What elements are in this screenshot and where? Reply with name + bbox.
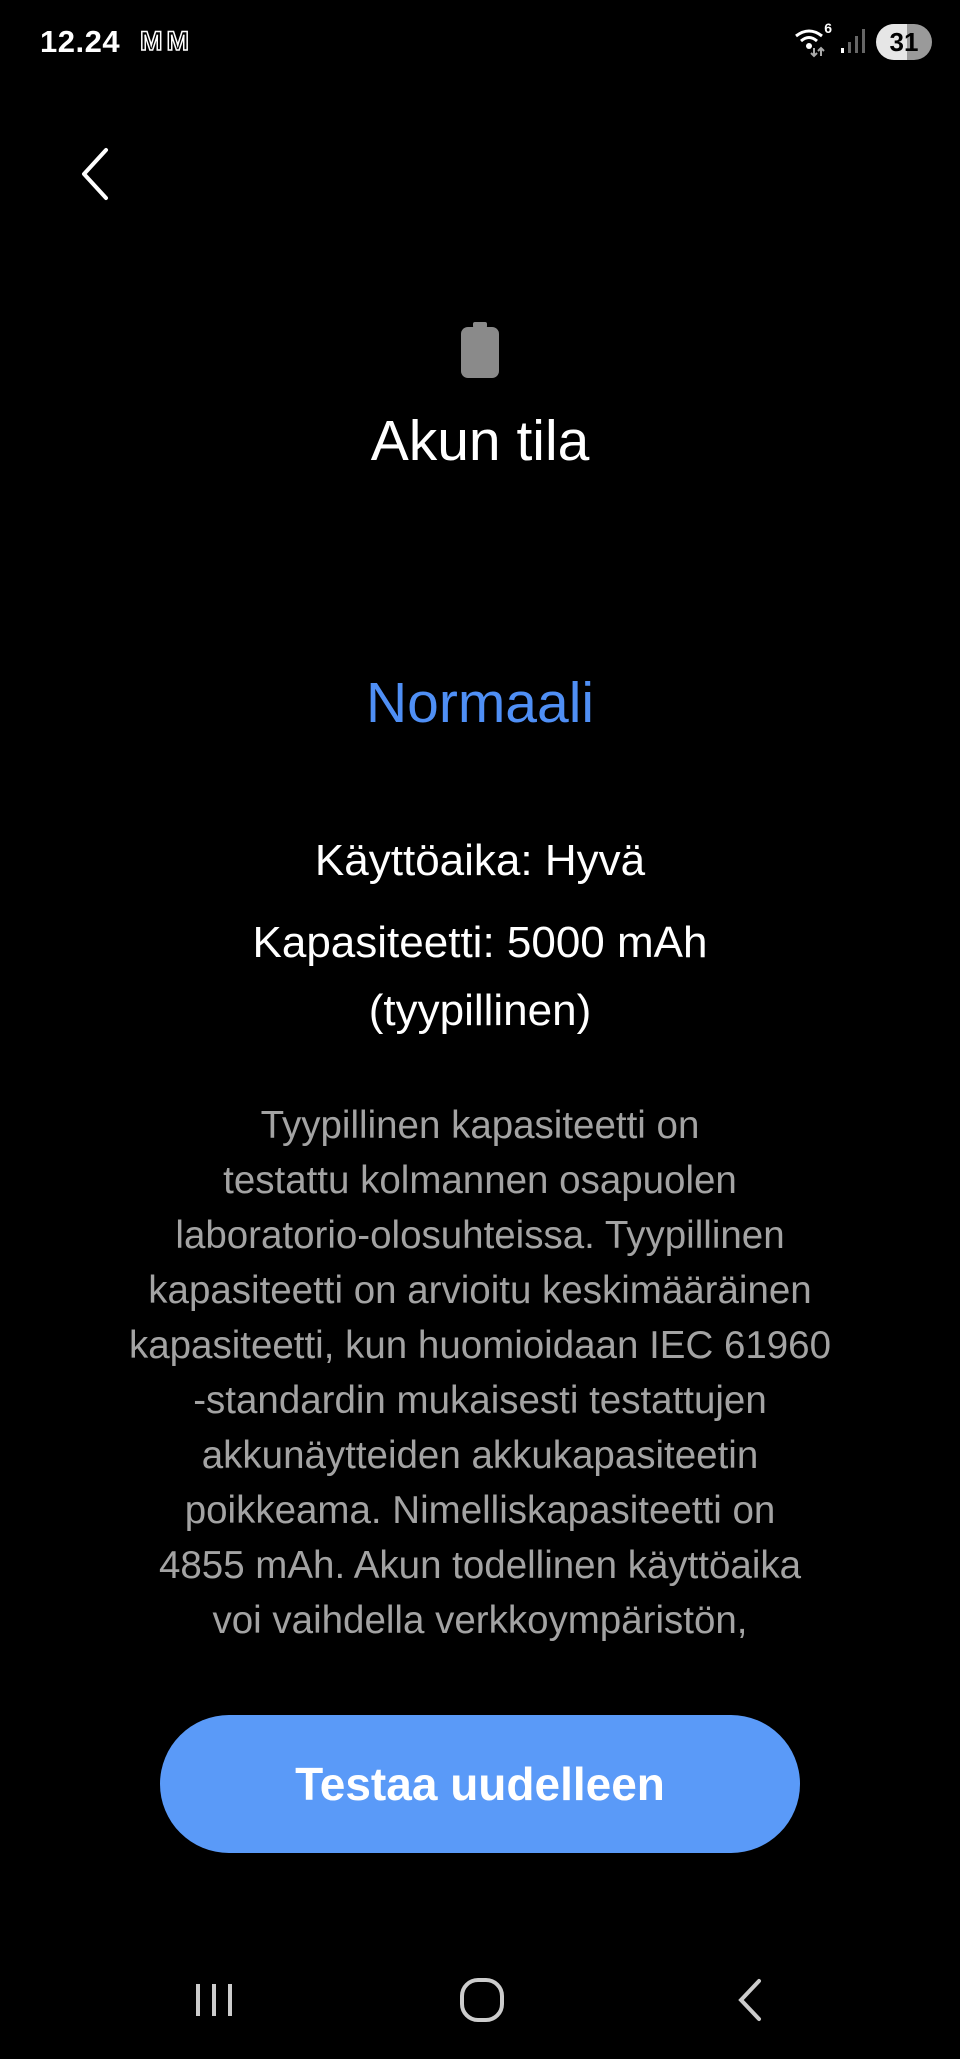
- navigation-bar: [0, 1970, 960, 2030]
- back-icon: [733, 1977, 767, 2023]
- capacity: Kapasiteetti: 5000 mAh: [252, 918, 708, 967]
- gmail-notification-icons: MM: [140, 26, 193, 56]
- status-time: 12.24: [40, 24, 121, 59]
- usage-time: Käyttöaika: Hyvä: [314, 836, 646, 885]
- description-line: -standardin mukaisesti testattujen: [193, 1379, 767, 1422]
- description-line: 4855 mAh. Akun todellinen käyttöaika: [158, 1544, 802, 1587]
- capacity-type: (tyypillinen): [368, 986, 592, 1035]
- description: [80, 1098, 880, 1660]
- wifi-badge: 6: [824, 20, 832, 36]
- battery-status: Normaali: [365, 671, 595, 735]
- battery-level: 31: [876, 24, 932, 60]
- description-line: Tyypillinen kapasiteetti on: [260, 1104, 700, 1147]
- signal-icon: [840, 26, 866, 59]
- chevron-left-icon: [76, 146, 126, 202]
- description-line: poikkeama. Nimelliskapasiteetti on: [184, 1489, 776, 1532]
- description-line: akkunäytteiden akkukapasiteetin: [201, 1434, 759, 1477]
- description-line: laboratorio-olosuhteissa. Tyypillinen: [175, 1214, 785, 1257]
- battery-icon: [461, 322, 499, 378]
- description-line: kapasiteetti, kun huomioidaan IEC 61960: [128, 1324, 832, 1367]
- recents-icon: [192, 1980, 236, 2020]
- page-title: Akun tila: [370, 409, 590, 473]
- description-line: voi vaihdella verkkoympäristön,: [212, 1599, 748, 1642]
- home-icon: [459, 1977, 505, 2023]
- description-line: testattu kolmannen osapuolen: [223, 1159, 737, 1202]
- home-button[interactable]: [452, 1970, 512, 2030]
- recents-button[interactable]: [184, 1970, 244, 2030]
- nav-back-button[interactable]: [720, 1970, 780, 2030]
- wifi-icon: [794, 20, 832, 58]
- retest-button[interactable]: Testaa uudelleen: [160, 1715, 800, 1853]
- back-button[interactable]: [76, 146, 126, 202]
- status-icons: [794, 20, 932, 60]
- description-line: kapasiteetti on arvioitu keskimääräinen: [148, 1269, 812, 1312]
